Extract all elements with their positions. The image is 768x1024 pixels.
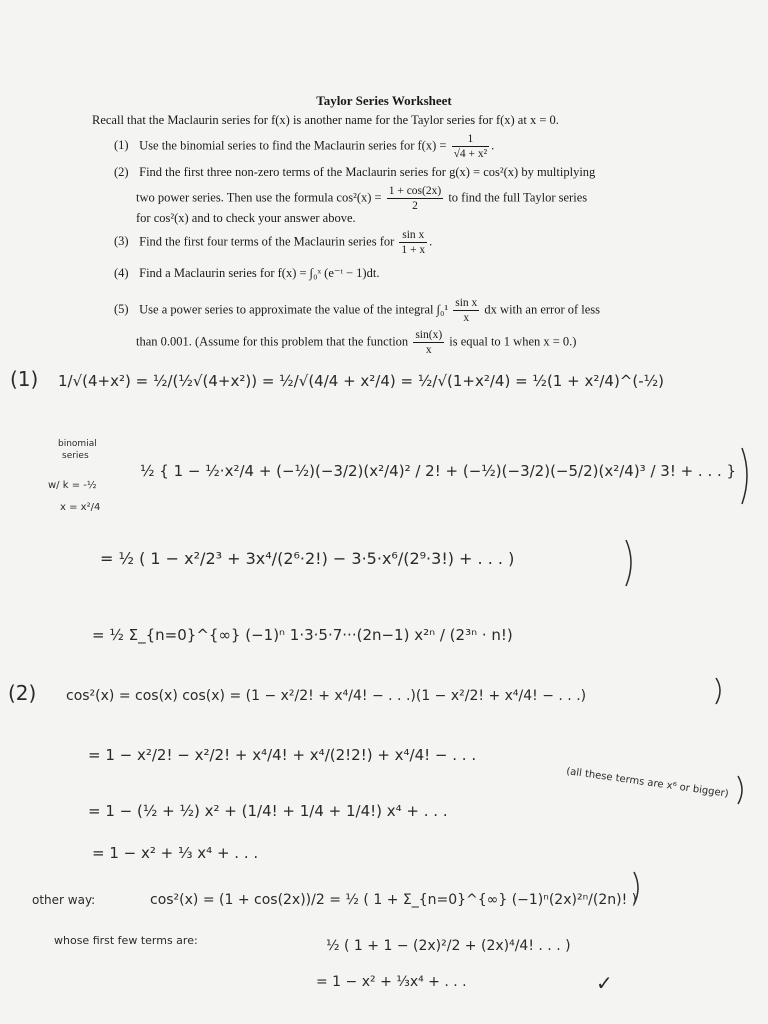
part1-line2: ½ { 1 − ½·x²/4 + (−½)(−3/2)(x²/4)² / 2! + (−½)(−3/2)(−5/2)(x²/4)³ / 3! + . . . }: [140, 462, 737, 480]
problem-3-frac-den: 1 + x: [401, 244, 426, 256]
problem-5-line2b: is equal to 1 when x = 0.): [449, 334, 577, 349]
problem-2-frac-num: 1 + cos(2x): [388, 185, 442, 197]
brace-stroke-4: [738, 776, 742, 804]
whose-line: ½ ( 1 + 1 − (2x)²/2 + (2x)⁴/4! . . . ): [326, 938, 571, 954]
other-way-line: cos²(x) = (1 + cos(2x))/2 = ½ ( 1 + Σ_{n=0}^{∞} (−1)ⁿ(2x)²ⁿ/(2n)! ): [150, 892, 638, 908]
whose-label: whose first few terms are:: [54, 934, 198, 947]
problem-1-frac-den: √4 + x²: [453, 148, 488, 160]
problem-1-frac-num: 1: [452, 132, 490, 147]
problem-5-line1b: dx with an error of less: [484, 302, 601, 317]
problem-1-text: Use the binomial series to find the Maclaurin series for f(x) =: [139, 138, 447, 153]
problem-4-text: Find a Maclaurin series for f(x) = ∫₀ˣ (e⁻ᵗ − 1)dt.: [139, 266, 380, 280]
problem-1-end: .: [491, 138, 495, 153]
part2-label: (2): [8, 681, 37, 705]
problem-5-line2a: than 0.001. (Assume for this problem that the function: [136, 334, 409, 349]
worksheet-intro: Recall that the Maclaurin series for f(x) is another name for the Taylor series for f(x) at x = 0.: [92, 113, 559, 127]
problem-2-line1: Find the first three non-zero terms of the Maclaurin series for g(x) = cos²(x) by multiplying: [139, 165, 596, 179]
brace-stroke-1: [742, 448, 747, 504]
binomial-note-2: series: [62, 451, 89, 461]
part2-line1: cos²(x) = cos(x) cos(x) = (1 − x²/2! + x⁴/4! − . . .)(1 − x²/2! + x⁴/4! − . . .): [66, 688, 587, 704]
problem-5-frac2-num: sin(x): [415, 329, 443, 341]
problem-3-end: .: [429, 234, 433, 249]
problem-5-line1a: Use a power series to approximate the value of the integral ∫₀¹: [139, 302, 449, 317]
part2-line4: = 1 − x² + ⅓ x⁴ + . . .: [92, 844, 259, 862]
binomial-note-1: binomial: [58, 439, 97, 449]
problem-2-line3: for cos²(x) and to check your answer above.: [136, 211, 356, 225]
problem-5-number: (5): [114, 302, 129, 317]
problem-3-number: (3): [114, 234, 129, 249]
problem-3-text: Find the first four terms of the Maclaurin series for: [139, 234, 395, 249]
problem-4-number: (4): [114, 266, 129, 280]
problem-2-frac-den: 2: [412, 200, 418, 212]
brace-stroke-3: [716, 678, 720, 704]
binomial-note-3: w/ k = -½: [48, 480, 97, 491]
part1-line4: = ½ Σ_{n=0}^{∞} (−1)ⁿ 1·3·5·7···(2n−1) x²ⁿ / (2³ⁿ · n!): [92, 626, 513, 644]
binomial-note-4: x = x²/4: [60, 502, 101, 513]
part1-line1: 1/√(4+x²) = ½/(½√(4+x²)) = ½/√(4/4 + x²/4) = ½/√(1+x²/4) = ½(1 + x²/4)^(-½): [58, 372, 665, 390]
part2-line3: = 1 − (½ + ½) x² + (1/4! + 1/4 + 1/4!) x⁴ + . . .: [88, 802, 448, 820]
problem-2-line2b: to find the full Taylor series: [448, 190, 588, 205]
problem-3-frac-num: sin x: [399, 228, 427, 243]
check-mark: ✓: [596, 971, 613, 995]
problem-5-frac-den: x: [463, 312, 470, 324]
problem-2-line2a: two power series. Then use the formula cos²(x) =: [136, 190, 382, 205]
problem-5-frac-num: sin x: [455, 297, 478, 309]
part1-line3: = ½ ( 1 − x²/2³ + 3x⁴/(2⁶·2!) − 3·5·x⁶/(2⁹·3!) + . . . ): [100, 549, 515, 568]
problem-1-number: (1): [114, 138, 129, 153]
final-line: = 1 − x² + ⅓x⁴ + . . .: [316, 974, 467, 990]
problem-5-frac2-den: x: [425, 344, 432, 356]
part2-note: (all these terms are x⁶ or bigger): [565, 766, 730, 800]
brace-stroke-2: [626, 540, 631, 586]
worksheet-title: Taylor Series Worksheet: [316, 93, 452, 108]
problem-2-number: (2): [114, 165, 129, 179]
part1-label: (1): [10, 367, 39, 391]
part2-line2: = 1 − x²/2! − x²/2! + x⁴/4! + x⁴/(2!2!) + x⁴/4! − . . .: [88, 746, 477, 764]
other-way-label: other way:: [32, 893, 96, 907]
